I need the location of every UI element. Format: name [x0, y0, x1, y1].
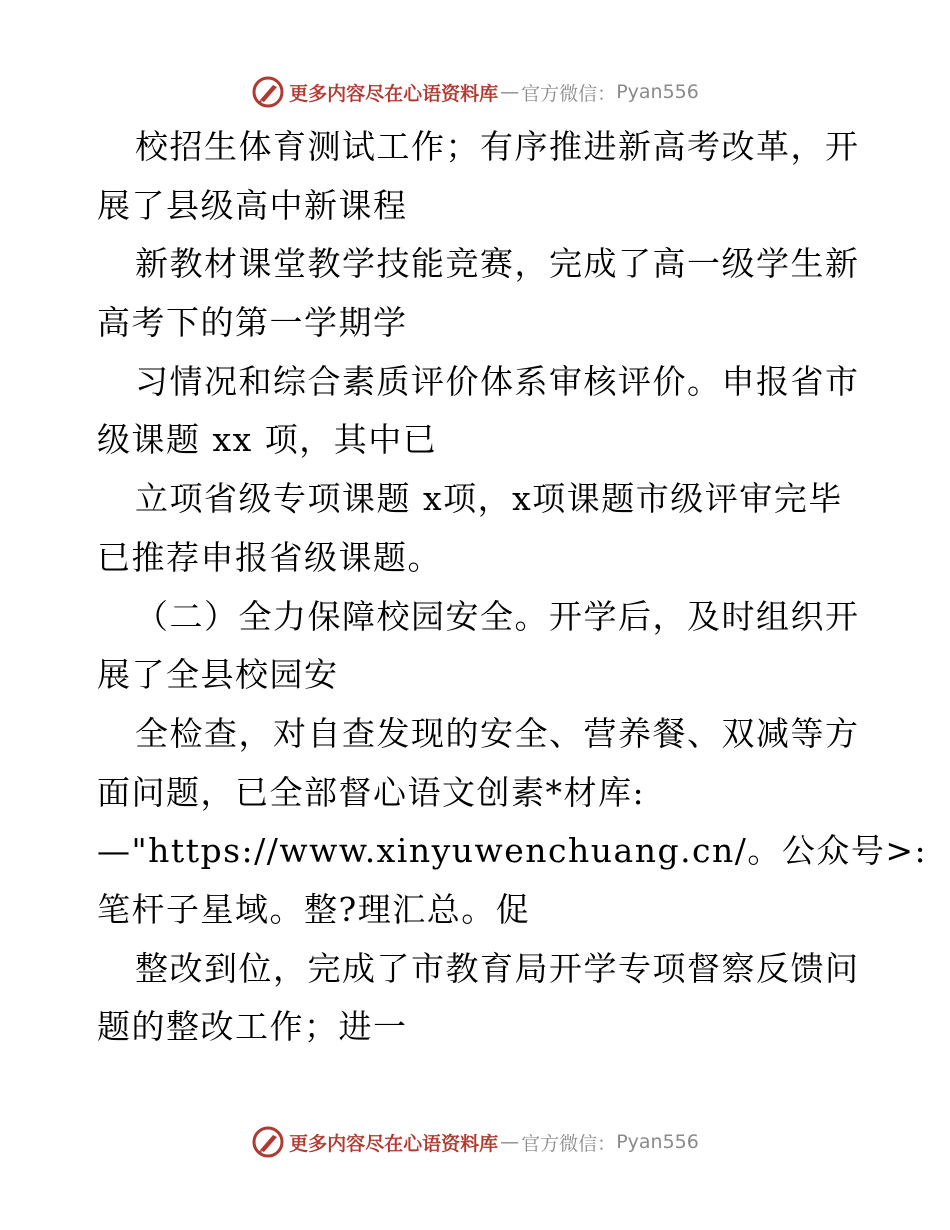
- text-line: 整改到位，完成了市教育局开学专项督察反馈问: [135, 948, 860, 988]
- text-line: 新教材课堂教学技能竞赛，完成了高一级学生新: [135, 244, 860, 284]
- watermark-wechat-id: Pyan556: [616, 1131, 699, 1153]
- text-line: 展了县级高中新课程: [97, 185, 408, 225]
- document-body: [97, 118, 928, 1057]
- watermark-brand: 更多内容尽在心语资料库: [289, 82, 499, 105]
- text-line: 习情况和综合素质评价体系审核评价。申报省市: [135, 361, 860, 401]
- watermark-wechat-label: 官方微信：: [521, 1132, 617, 1155]
- watermark-dash: —: [500, 1131, 520, 1153]
- text-line: 展了全县校园安: [97, 655, 339, 695]
- text-line: 题的整改工作；进一: [97, 1007, 408, 1047]
- quill-pen-logo-icon: [251, 75, 285, 109]
- text-line: 校招生体育测试工作；有序推进新高考改革，开: [135, 127, 860, 166]
- watermark-wechat-label: 官方微信：: [521, 82, 617, 105]
- text-line: 级课题 xx 项，其中已: [97, 420, 438, 460]
- footer-watermark: [0, 1122, 950, 1162]
- watermark-wechat-id: Pyan556: [616, 81, 699, 103]
- text-line: 面问题，已全部督心语文创素*材库:: [97, 772, 646, 812]
- text-line: （二）全力保障校园安全。开学后，及时组织开: [135, 596, 860, 636]
- text-line: 立项省级专项课题 x项，x项课题市级评审完毕: [135, 479, 843, 519]
- text-line: 笔杆子星域。整?理汇总。促: [97, 889, 531, 929]
- watermark-brand: 更多内容尽在心语资料库: [289, 1132, 499, 1155]
- text-line: 全检查，对自查发现的安全、营养餐、双减等方: [135, 713, 860, 753]
- watermark-dash: —: [500, 81, 520, 103]
- quill-pen-logo-icon: [251, 1125, 285, 1159]
- text-line: 高考下的第一学期学: [97, 303, 408, 343]
- text-line: —"https://www.xinyuwenchuang.cn/。公众号>:: [97, 831, 928, 871]
- text-line: 已推荐申报省级课题。: [97, 537, 442, 577]
- header-watermark: [0, 72, 950, 112]
